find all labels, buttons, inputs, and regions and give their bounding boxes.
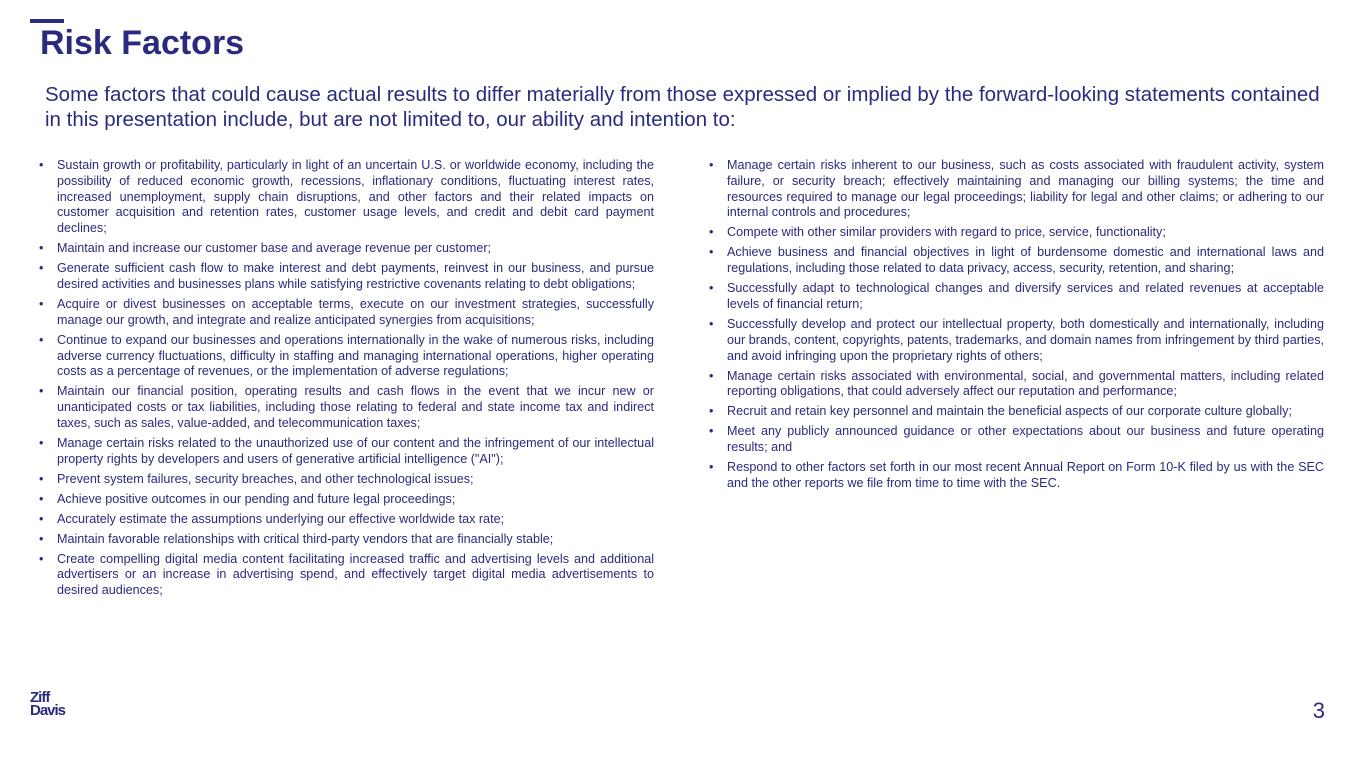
- list-item: • Continue to expand our businesses and operations internationally in the wake of numerous risks, including adverse currency fluctuations, difficulty in staffing and managing international operations, higher operating costs as a percentage of revenues, or the implementation of adverse regulations;: [38, 333, 654, 380]
- list-item: • Meet any publicly announced guidance or other expectations about our business and future operating results; and: [708, 424, 1324, 456]
- list-item: • Sustain growth or profitability, particularly in light of an uncertain U.S. or worldwide economy, including the possibility of reduced economic growth, recessions, inflationary conditions, fluctuating interest rates, increased unemployment, supply chain disruptions, and other factors and their related impacts on customer acquisition and retention rates, customer usage levels, and credit and debit card payment declines;: [38, 158, 654, 237]
- logo-line-2: Davis: [30, 702, 66, 719]
- list-item: • Successfully adapt to technological changes and diversify services and related revenues at acceptable levels of financial return;: [708, 281, 1324, 313]
- list-item: • Maintain favorable relationships with critical third-party vendors that are financially stable;: [38, 532, 654, 548]
- list-item: • Compete with other similar providers with regard to price, service, functionality;: [708, 225, 1324, 241]
- risk-list-left: [38, 158, 654, 603]
- list-item: • Acquire or divest businesses on acceptable terms, execute on our investment strategies, successfully manage our growth, and integrate and realize anticipated synergies from acquisitions;: [38, 297, 654, 329]
- list-item: • Achieve business and financial objectives in light of burdensome domestic and international laws and regulations, including those related to data privacy, access, security, retention, and sharing;: [708, 245, 1324, 277]
- page-title: Risk Factors: [40, 24, 245, 62]
- list-item: • Prevent system failures, security breaches, and other technological issues;: [38, 472, 654, 488]
- risk-list-right: [708, 158, 1324, 496]
- list-item: • Manage certain risks associated with environmental, social, and governmental matters, including related reporting obligations, that could adversely affect our reputation and performance;: [708, 369, 1324, 401]
- intro-text: Some factors that could cause actual results to differ materially from those expressed or implied by the forward-looking statements contained in this presentation include, but are not limited to, our ability and intention to:: [45, 83, 1320, 131]
- page-number: 3: [1312, 698, 1325, 723]
- list-item: • Maintain our financial position, operating results and cash flows in the event that we incur new or unanticipated costs or tax liabilities, including those relating to federal and state income tax and indirect taxes, such as sales, value-added, and telecommunication taxes;: [38, 384, 654, 431]
- title-accent-bar: [30, 19, 64, 23]
- list-item: • Manage certain risks inherent to our business, such as costs associated with fraudulent activity, system failure, or security breach; effectively maintaining and managing our billing systems; the time and resources required to manage our legal proceedings; liability for legal and other claims; or adhering to our internal controls and procedures;: [708, 158, 1324, 221]
- list-item: • Respond to other factors set forth in our most recent Annual Report on Form 10-K filed by us with the SEC and the other reports we file from time to time with the SEC.: [708, 460, 1324, 492]
- list-item: • Successfully develop and protect our intellectual property, both domestically and internationally, including our brands, content, copyrights, patents, trademarks, and domain names from infringement by third parties, and avoid infringing upon the proprietary rights of others;: [708, 317, 1324, 364]
- list-item: • Achieve positive outcomes in our pending and future legal proceedings;: [38, 492, 654, 508]
- list-item: • Recruit and retain key personnel and maintain the beneficial aspects of our corporate culture globally;: [708, 404, 1324, 420]
- ziff-davis-logo: [30, 691, 65, 717]
- list-item: • Accurately estimate the assumptions underlying our effective worldwide tax rate;: [38, 512, 654, 528]
- logo-line-1: Ziff: [30, 689, 50, 706]
- list-item: • Generate sufficient cash flow to make interest and debt payments, reinvest in our business, and pursue desired activities and businesses plans while satisfying restrictive covenants relating to debt obligations;: [38, 261, 654, 293]
- list-item: • Create compelling digital media content facilitating increased traffic and advertising levels and additional advertisers or an increase in advertising spend, and effectively target digital media advertisements to desired audiences;: [38, 552, 654, 599]
- list-item: • Maintain and increase our customer base and average revenue per customer;: [38, 241, 654, 257]
- list-item: • Manage certain risks related to the unauthorized use of our content and the infringement of our intellectual property rights by developers and users of generative artificial intelligence ("AI");: [38, 436, 654, 468]
